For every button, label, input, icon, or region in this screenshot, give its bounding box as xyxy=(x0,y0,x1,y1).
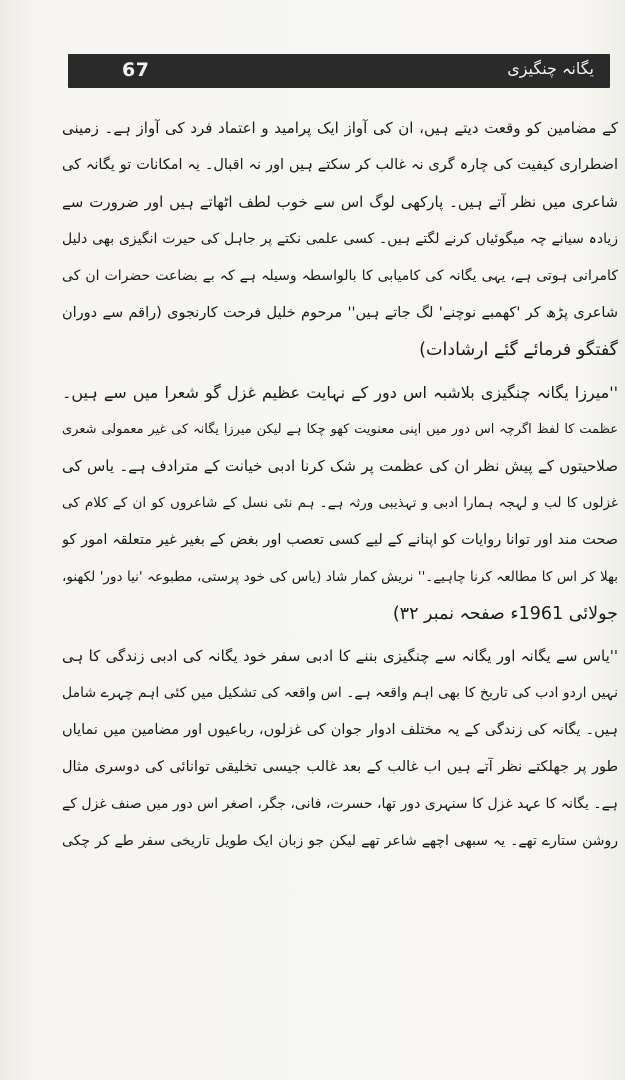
text-line: نہیں اردو ادب کی تاریخ کا بھی اہم واقعہ ہے۔ اس واقعہ کی تشکیل میں کئی اہم چہرے شامل xyxy=(62,685,618,701)
text-line: ''یاس سے یگانہ اور یگانہ سے چنگیزی بننے کا ادبی سفر خود یگانہ کی ادبی زندگی کا ہی xyxy=(62,647,618,665)
text-line: زیادہ سیانے چہ میگوئیاں کرنے لگتے ہیں۔ کسی علمی نکتے پر جاہل کی حیرت انگیزی بھی دلیل xyxy=(62,231,618,247)
text-line: صلاحیتوں کے پیش نظر ان کی عظمت پر شک کرنا ادبی خیانت کے مترادف ہے۔ یاس کی xyxy=(62,457,618,475)
page-number: 67 xyxy=(122,59,150,81)
text-line: ہیں۔ یگانہ کی زندگی کے یہ مختلف ادوار جوان کی غزلوں، رباعیوں اور مضامین میں نمایاں xyxy=(62,722,618,738)
text-line: گفتگو فرمائے گئے ارشادات) xyxy=(419,340,618,360)
paragraph xyxy=(62,638,618,860)
text-line: طور پر جھلکتے نظر آتے ہیں اب غالب کے بعد غالب جیسی تخلیقی توانائی کی دوسری مثال xyxy=(62,759,618,775)
text-line: شاعری پڑھ کر 'کھمبے نوچنے' لگ جاتے ہیں'' مرحوم خلیل فرحت کارنجوی (راقم سے دوران xyxy=(62,305,618,321)
running-header xyxy=(68,54,610,88)
text-line: شاعری میں نظر آتے ہیں۔ پارکھی لوگ اس سے خوب لطف اٹھاتے ہیں اور ضرورت سے xyxy=(62,193,618,211)
text-line: بھلا کر اس کا مطالعہ کرنا چاہیے۔'' نریش کمار شاد (یاس کی خود پرستی، مطبوعہ 'نیا دور' لکھنو، xyxy=(62,569,618,585)
text-line: جولائی 1961ء صفحہ نمبر ۳۲) xyxy=(392,604,618,624)
text-line: روشن ستارے تھے۔ یہ سبھی اچھے شاعر تھے لیکن جو زبان ایک طویل تاریخی سفر طے کر چکی xyxy=(62,833,618,849)
running-title: یگانہ چنگیزی xyxy=(507,59,594,78)
text-line: کامرانی ہوتی ہے، یہی یگانہ کی کامیابی کا بالواسطہ وسیلہ ہے کہ بے بضاعت حضرات ان کی xyxy=(62,268,618,284)
text-line: غزلوں کا لب و لہجہ ہمارا ادبی و تہذیبی ورثہ ہے۔ ہم نئی نسل کے شاعروں کو ان کے کلام کی xyxy=(62,495,618,511)
text-line: کے مضامین کو وقعت دیتے ہیں، ان کی آواز ایک پرامید و اعتماد فرد کی آواز ہے۔ زمینی xyxy=(62,119,618,137)
text-line: ''میرزا یگانہ چنگیزی بلاشبہ اس دور کے نہایت عظیم غزل گو شعرا میں سے ہیں۔ xyxy=(62,383,618,402)
body-text xyxy=(62,110,618,860)
text-line: اضطراری کیفیت کی چارہ گری نہ غالب کر سکتے ہیں اور نہ اقبال۔ یہ امکانات تو یگانہ کی xyxy=(62,157,618,173)
text-line: ہے۔ یگانہ کا عہد غزل کا سنہری دور تھا، حسرت، فانی، جگر، اصغر اس دور میں صنف غزل کے xyxy=(62,796,618,812)
text-line: صحت مند اور توانا روایات کو اپنانے کے لیے کسی تعصب اور بغض کے بغیر غیر متعلقہ امور کو xyxy=(62,532,618,548)
paragraph xyxy=(62,374,618,633)
text-line: عظمت کا لفظ اگرچہ اس دور میں اپنی معنویت کھو چکا ہے لیکن میرزا یگانہ کی غیر معمولی شعری xyxy=(62,422,618,437)
paragraph xyxy=(62,110,618,369)
